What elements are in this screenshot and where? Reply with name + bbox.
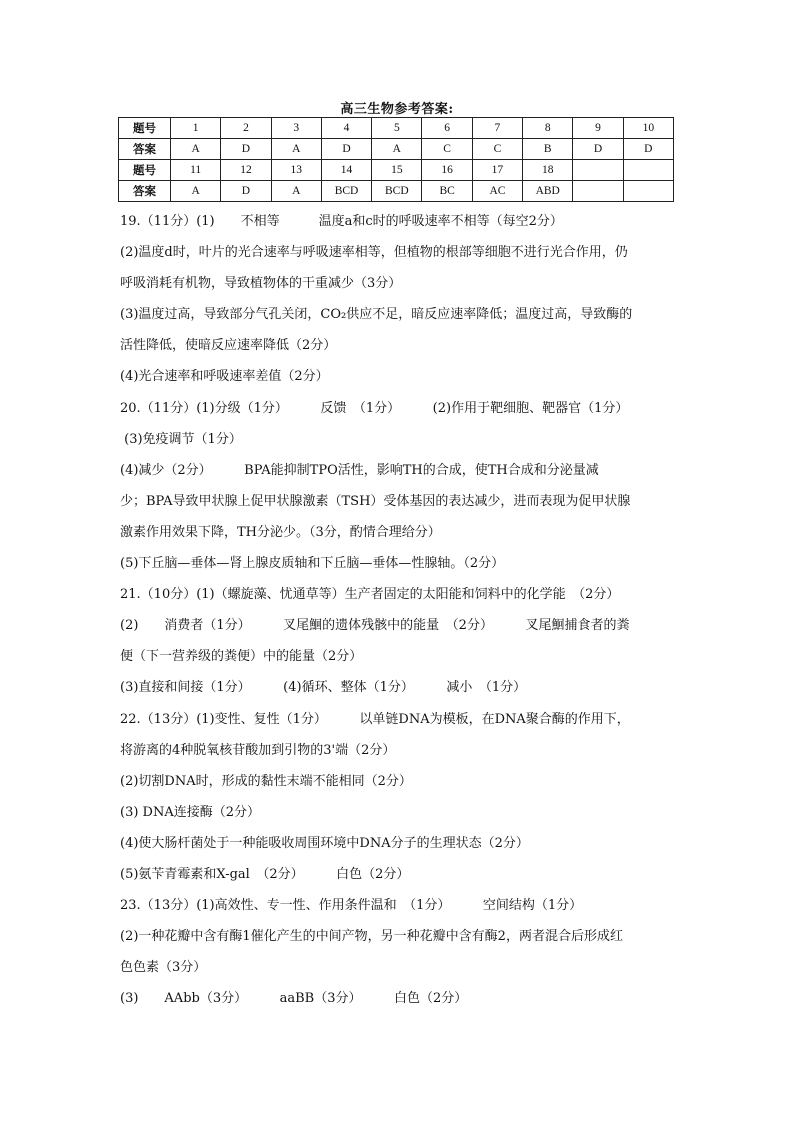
table-cell: 10 <box>623 118 673 139</box>
table-cell: AC <box>472 181 522 202</box>
table-row <box>119 160 674 181</box>
table-cell: D <box>573 139 623 160</box>
table-cell <box>573 181 623 202</box>
row-label: 题号 <box>119 118 171 139</box>
row-label: 答案 <box>119 139 171 160</box>
answer-text <box>120 206 680 1014</box>
table-cell: D <box>221 181 271 202</box>
table-cell: 18 <box>523 160 573 181</box>
table-cell <box>623 160 673 181</box>
text-line: (2)一种花瓣中含有酶1催化产生的中间产物，另一种花瓣中含有酶2，两者混合后形成红 <box>120 929 623 945</box>
page-title: 高三生物参考答案: <box>340 102 454 117</box>
text-line: 色色素（3分） <box>120 960 207 976</box>
text-line: (3)温度过高，导致部分气孔关闭，CO₂供应不足，暗反应速率降低；温度过高，导致酶的 <box>120 307 633 323</box>
text-line: (5)氨苄青霉素和X-gal （2分） 白色（2分） <box>120 866 410 882</box>
table-cell: D <box>221 139 271 160</box>
table-cell: BCD <box>372 181 422 202</box>
table-cell: 8 <box>523 118 573 139</box>
row-label: 题号 <box>119 160 171 181</box>
table-cell: A <box>372 139 422 160</box>
text-line: 19.（11分）(1) 不相等 温度a和c时的呼吸速率不相等（每空2分） <box>120 214 563 229</box>
row-label: 答案 <box>119 181 171 202</box>
text-line: (2)切割DNA时，形成的黏性末端不能相同（2分） <box>120 773 412 789</box>
text-line: (2) 消费者（1分） 叉尾鮰的遗体残骸中的能量 （2分） 叉尾鮰捕食者的粪 <box>120 618 630 634</box>
table-cell <box>573 160 623 181</box>
table-cell: A <box>171 139 221 160</box>
answer-table <box>118 117 674 202</box>
table-cell: 4 <box>321 118 371 139</box>
text-line: (3)直接和间接（1分） (4)循环、整体（1分） 减小 （1分） <box>120 680 527 696</box>
text-line: (4)光合速率和呼吸速率差值（2分） <box>120 369 329 385</box>
table-cell: 3 <box>271 118 321 139</box>
table-row <box>119 181 674 202</box>
text-line: 激素作用效果下降，TH分泌少。（3分，酌情合理给分） <box>120 524 441 540</box>
table-cell: 2 <box>221 118 271 139</box>
text-line: 便（下一营养级的粪便）中的能量（2分） <box>120 649 363 665</box>
text-line: 20.（11分）(1)分级（1分） 反馈 （1分） (2)作用于靶细胞、靶器官（1分） <box>120 400 629 416</box>
text-line: (4)减少（2分） BPA能抑制TPO活性，影响TH的合成，使TH合成和分泌量减 <box>120 462 599 478</box>
table-row <box>119 118 674 139</box>
table-cell: BCD <box>321 181 371 202</box>
table-cell: 15 <box>372 160 422 181</box>
table-cell: 12 <box>221 160 271 181</box>
text-line: (2)温度d时，叶片的光合速率与呼吸速率相等，但植物的根部等细胞不进行光合作用，仍 <box>120 245 628 261</box>
table-cell: 14 <box>321 160 371 181</box>
text-line: 23.（13分）(1)高效性、专一性、作用条件温和 （1分） 空间结构（1分） <box>120 898 583 914</box>
table-cell: 1 <box>171 118 221 139</box>
table-cell: C <box>472 139 522 160</box>
table-cell: BC <box>422 181 472 202</box>
text-line: (3) DNA连接酶（2分） <box>120 804 261 820</box>
table-cell: 11 <box>171 160 221 181</box>
table-cell: 6 <box>422 118 472 139</box>
text-line: 活性降低，使暗反应速率降低（2分） <box>120 338 337 354</box>
table-cell: A <box>171 181 221 202</box>
table-cell: 7 <box>472 118 522 139</box>
table-cell: 17 <box>472 160 522 181</box>
table-cell: C <box>422 139 472 160</box>
table-cell: D <box>321 139 371 160</box>
table-cell: 9 <box>573 118 623 139</box>
table-cell <box>623 181 673 202</box>
table-row <box>119 139 674 160</box>
table-cell: 13 <box>271 160 321 181</box>
table-cell: ABD <box>523 181 573 202</box>
table-cell: A <box>271 181 321 202</box>
text-line: (3) AAbb（3分） aaBB（3分） 白色（2分） <box>120 991 468 1007</box>
text-line: (5)下丘脑—垂体—肾上腺皮质轴和下丘脑—垂体—性腺轴。（2分） <box>120 556 505 572</box>
text-line: 少；BPA导致甲状腺上促甲状腺激素（TSH）受体基因的表达减少，进而表现为促甲状腺 <box>120 493 631 509</box>
table-cell: 16 <box>422 160 472 181</box>
table-cell: 5 <box>372 118 422 139</box>
text-line: 将游离的4种脱氧核苷酸加到引物的3'端（2分） <box>120 742 396 758</box>
text-line: (3)免疫调节（1分） <box>120 431 242 447</box>
table-cell: A <box>271 139 321 160</box>
table-cell: D <box>623 139 673 160</box>
text-line: (4)使大肠杆菌处于一种能吸收周围环境中DNA分子的生理状态（2分） <box>120 835 529 851</box>
text-line: 呼吸消耗有机物，导致植物体的干重减少（3分） <box>120 276 402 292</box>
text-line: 22.（13分）(1)变性、复性（1分） 以单链DNA为模板，在DNA聚合酶的作用下， <box>120 711 630 727</box>
text-line: 21.（10分）(1)（螺旋藻、忧通草等）生产者固定的太阳能和饲料中的化学能 （2分） <box>120 587 620 603</box>
table-cell: B <box>523 139 573 160</box>
